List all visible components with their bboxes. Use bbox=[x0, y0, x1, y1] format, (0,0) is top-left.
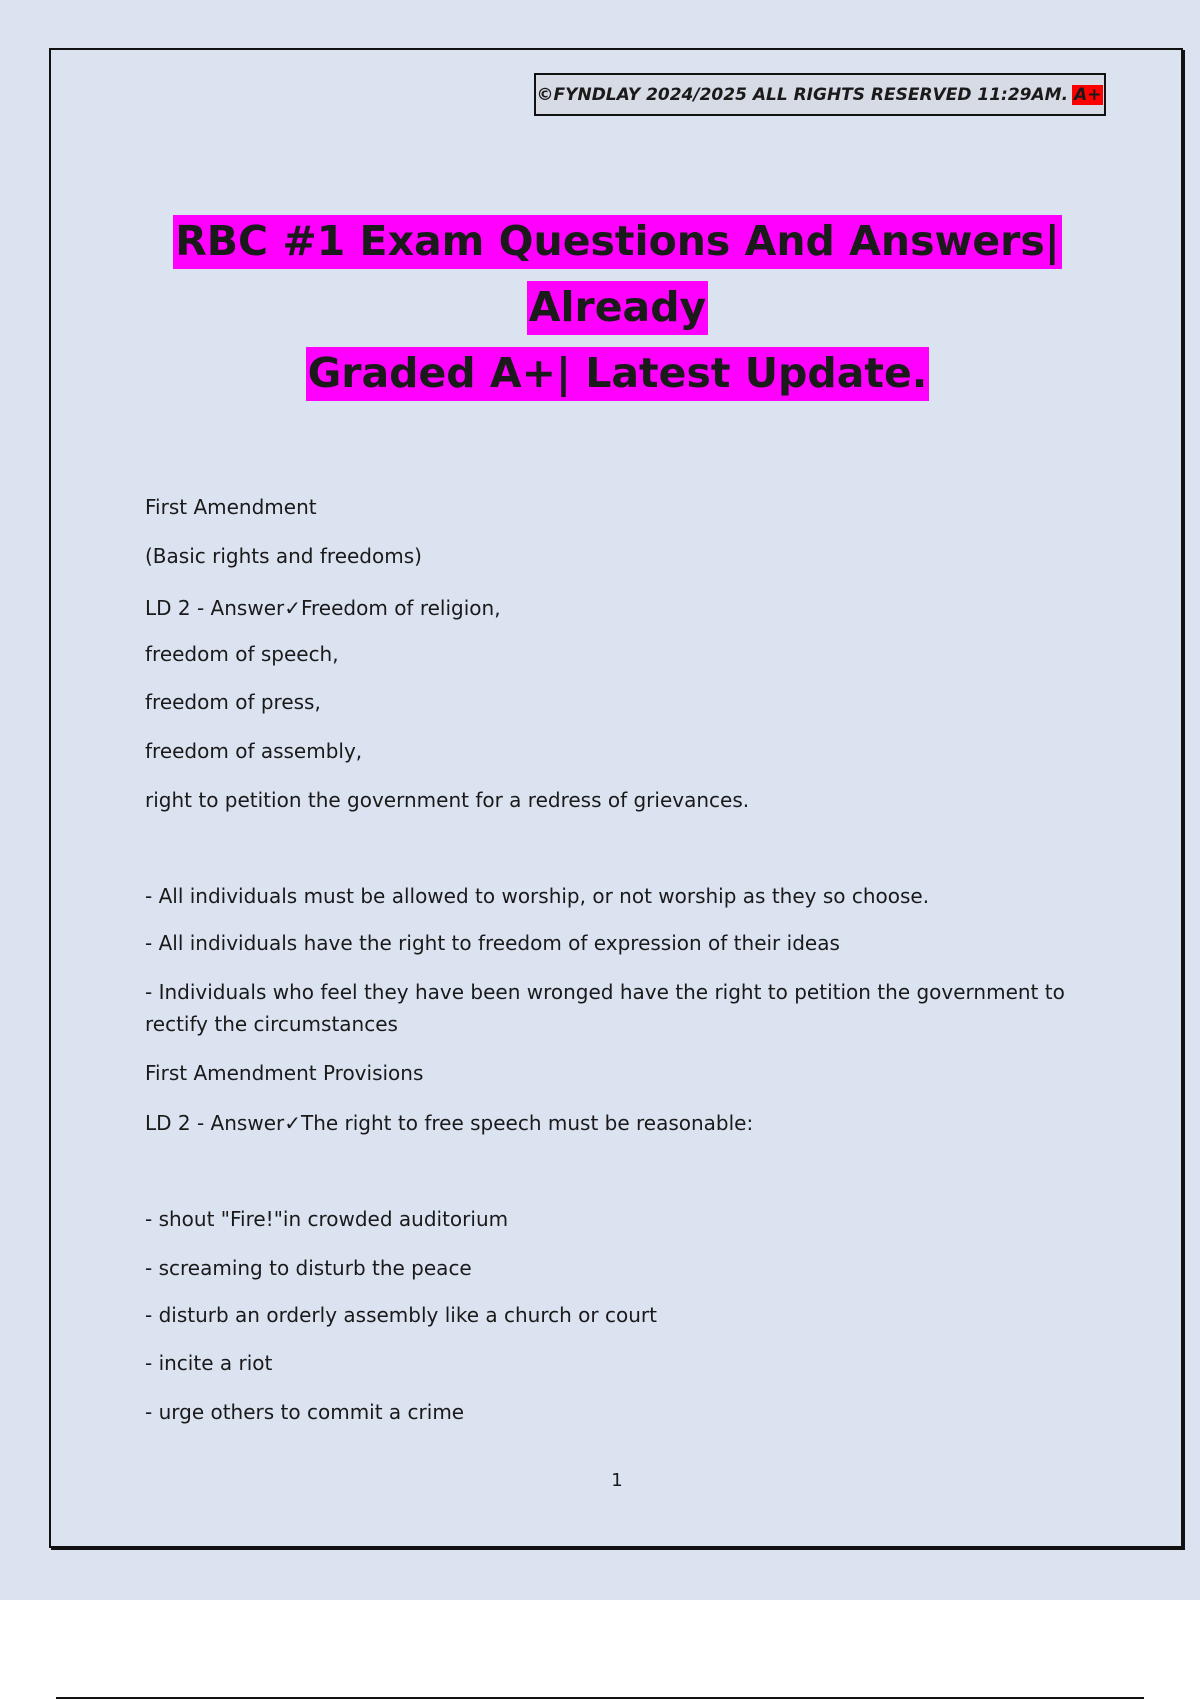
answer-line: freedom of press, bbox=[145, 690, 321, 714]
bullet-line: - incite a riot bbox=[145, 1351, 273, 1375]
bullet-line: - All individuals have the right to freedom of expression of their ideas bbox=[145, 931, 840, 955]
bullet-line: - All individuals must be allowed to worship, or not worship as they so choose. bbox=[145, 884, 930, 908]
copyright-header bbox=[534, 73, 1106, 116]
answer-line: freedom of assembly, bbox=[145, 739, 363, 763]
question-heading: First Amendment bbox=[145, 495, 317, 519]
bottom-divider bbox=[56, 1697, 1144, 1699]
answer-line: freedom of speech, bbox=[145, 642, 339, 666]
bullet-line: - shout "Fire!"in crowded auditorium bbox=[145, 1207, 509, 1231]
page-number: 1 bbox=[611, 1470, 623, 1491]
bullet-line: - urge others to commit a crime bbox=[145, 1400, 465, 1424]
bullet-line: - screaming to disturb the peace bbox=[145, 1256, 472, 1280]
document-title bbox=[100, 208, 1135, 406]
question-heading: First Amendment Provisions bbox=[145, 1061, 424, 1085]
bullet-line: - Individuals who feel they have been wronged have the right to petition the government to rectify the circumstances bbox=[145, 980, 1065, 1036]
answer-line: right to petition the government for a redress of grievances. bbox=[145, 788, 750, 812]
question-subheading: (Basic rights and freedoms) bbox=[145, 544, 422, 568]
title-line-2: Graded A+| Latest Update. bbox=[306, 347, 930, 401]
answer-line: LD 2 - Answer✓Freedom of religion, bbox=[145, 596, 501, 620]
copyright-text: ©FYNDLAY 2024/2025 ALL RIGHTS RESERVED 11:29AM. bbox=[536, 84, 1069, 105]
title-line-1: RBC #1 Exam Questions And Answers| Already bbox=[173, 215, 1062, 335]
grade-badge: A+ bbox=[1074, 84, 1102, 105]
answer-line: LD 2 - Answer✓The right to free speech must be reasonable: bbox=[145, 1111, 754, 1135]
bullet-line: - disturb an orderly assembly like a church or court bbox=[145, 1303, 657, 1327]
